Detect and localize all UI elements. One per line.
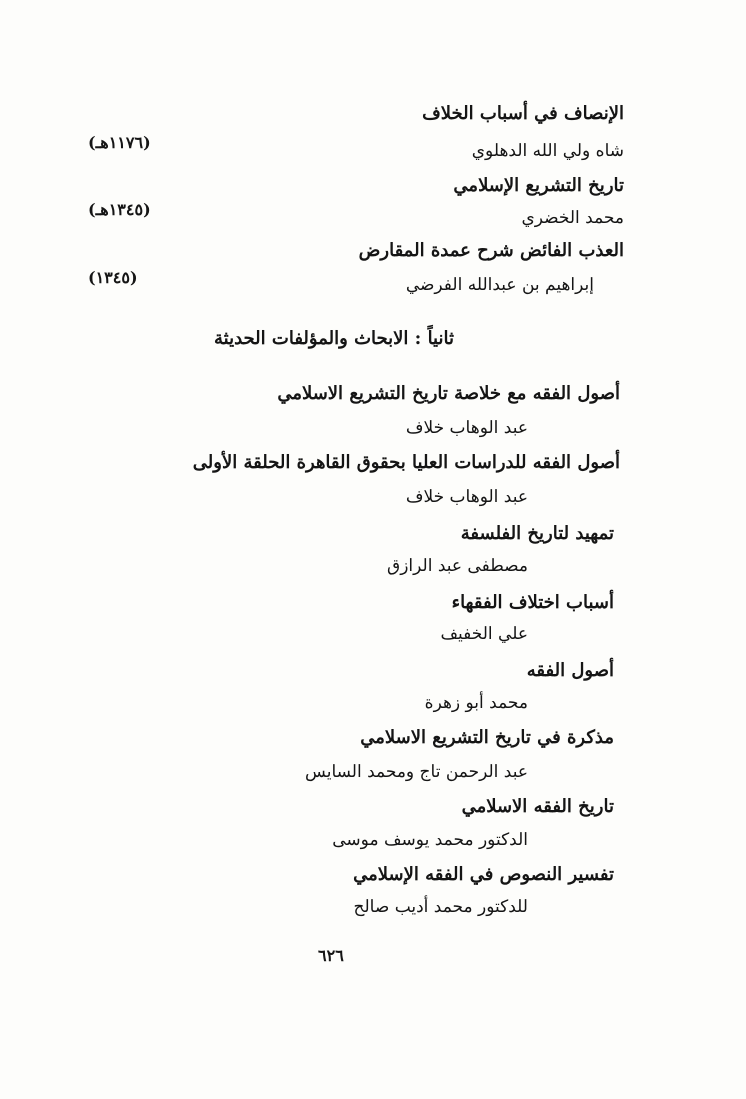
reference-title: تاريخ الفقه الاسلامي (461, 796, 614, 817)
reference-author: محمد الخضري (521, 208, 624, 228)
section-heading: ثانياً : الابحاث والمؤلفات الحديثة (213, 328, 454, 349)
reference-title: الإنصاف في أسباب الخلاف (422, 103, 624, 124)
reference-author: مصطفى عبد الرازق (387, 556, 528, 576)
reference-author: الدكتور محمد يوسف موسى (332, 830, 528, 850)
reference-author: محمد أبو زهرة (424, 693, 528, 713)
reference-title: أسباب اختلاف الفقهاء (451, 592, 614, 613)
reference-title: تفسير النصوص في الفقه الإسلامي (353, 864, 614, 885)
page-number: ٦٢٦ (318, 946, 344, 965)
reference-date: (١١٧٦هـ) (88, 133, 151, 152)
reference-author: عبد الوهاب خلاف (405, 487, 528, 507)
reference-title: أصول الفقه للدراسات العليا بحقوق القاهرة الحلقة الأولى (192, 452, 620, 473)
reference-author: للدكتور محمد أديب صالح (353, 897, 528, 917)
reference-title: تمهيد لتاريخ الفلسفة (460, 523, 614, 544)
reference-author: علي الخفيف (440, 624, 528, 644)
reference-author: عبد الرحمن تاج ومحمد السايس (305, 762, 528, 782)
reference-title: أصول الفقه (526, 660, 614, 681)
reference-date: (١٣٤٥هـ) (88, 200, 151, 219)
reference-author: إبراهيم بن عبدالله الفرضي (405, 275, 594, 295)
reference-title: العذب الفائض شرح عمدة المقارض (358, 240, 624, 261)
reference-date: (١٣٤٥) (88, 268, 138, 287)
reference-author: عبد الوهاب خلاف (405, 418, 528, 438)
reference-title: مذكرة في تاريخ التشريع الاسلامي (360, 727, 614, 748)
reference-author: شاه ولي الله الدهلوي (471, 141, 624, 161)
reference-title: تاريخ التشريع الإسلامي (453, 175, 624, 196)
reference-title: أصول الفقه مع خلاصة تاريخ التشريع الاسلامي (277, 383, 620, 404)
